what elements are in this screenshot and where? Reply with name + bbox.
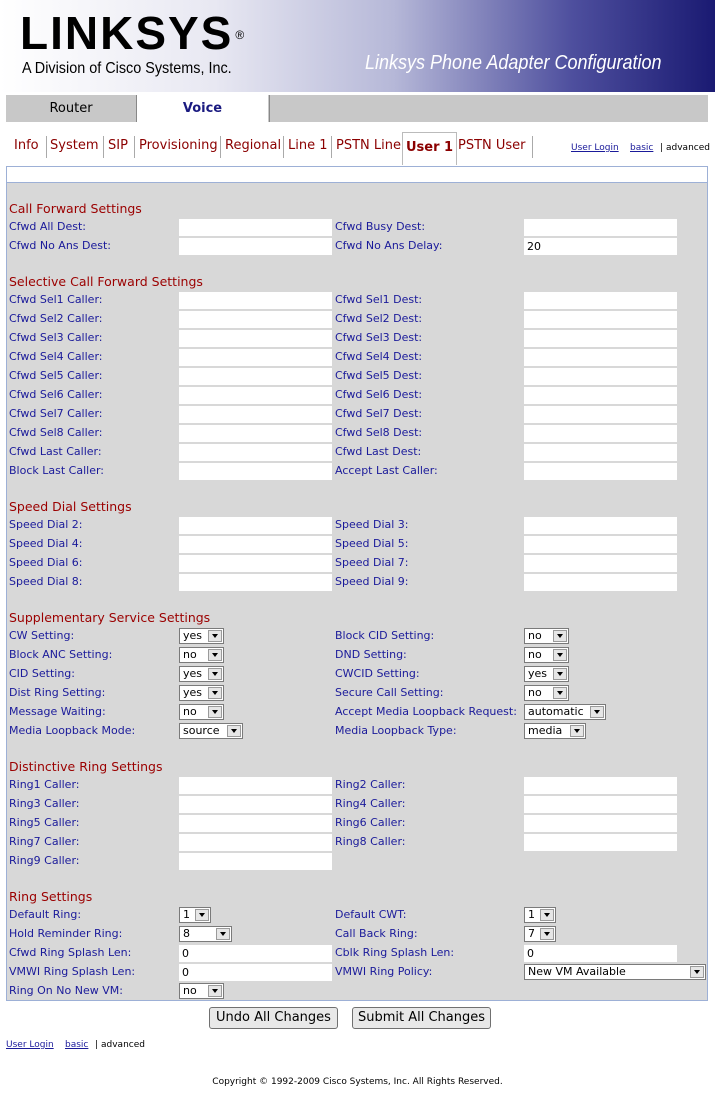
section-supplementary: Supplementary Service Settings bbox=[9, 610, 211, 625]
cfwd-sel4-dest-input[interactable] bbox=[524, 349, 677, 366]
tab-voice[interactable]: Voice bbox=[137, 95, 268, 122]
chevron-down-icon bbox=[540, 909, 554, 921]
ring7-caller-input[interactable] bbox=[179, 834, 332, 851]
hold-reminder-ring-label: Hold Reminder Ring: bbox=[9, 927, 123, 940]
block-cid-setting-value: no bbox=[528, 629, 542, 642]
cfwd-sel3-caller-label: Cfwd Sel3 Caller: bbox=[9, 331, 103, 344]
tab-router[interactable]: Router bbox=[6, 95, 137, 122]
cfwd-last-caller-input[interactable] bbox=[179, 444, 332, 461]
sub-tabs bbox=[6, 122, 710, 166]
cblk-ring-splash-len-input[interactable]: 0 bbox=[524, 945, 677, 962]
advanced-view-label: advanced bbox=[666, 143, 710, 153]
division-text: A Division of Cisco Systems, Inc. bbox=[22, 60, 232, 77]
cfwd-sel8-dest-input[interactable] bbox=[524, 425, 677, 442]
speed-dial-3-input[interactable] bbox=[524, 517, 677, 534]
speed-dial-7-label: Speed Dial 7: bbox=[335, 556, 409, 569]
header-banner bbox=[0, 0, 715, 92]
speed-dial-2-label: Speed Dial 2: bbox=[9, 518, 83, 531]
chevron-down-icon bbox=[690, 966, 704, 978]
tab-bar-filler bbox=[269, 95, 708, 122]
section-distinctive-ring: Distinctive Ring Settings bbox=[9, 759, 163, 774]
section-ring-settings: Ring Settings bbox=[9, 889, 93, 904]
speed-dial-3-label: Speed Dial 3: bbox=[335, 518, 409, 531]
message-waiting-label: Message Waiting: bbox=[9, 705, 106, 718]
cfwd-no-ans-dest-input[interactable] bbox=[179, 238, 332, 255]
ring3-caller-input[interactable] bbox=[179, 796, 332, 813]
section-call-forward: Call Forward Settings bbox=[9, 201, 142, 216]
cfwd-sel3-dest-input[interactable] bbox=[524, 330, 677, 347]
cblk-ring-splash-len-label: Cblk Ring Splash Len: bbox=[335, 946, 455, 959]
subtab-separator bbox=[103, 136, 104, 158]
cfwd-busy-dest-input[interactable] bbox=[524, 219, 677, 236]
user-login-link[interactable]: User Login bbox=[571, 143, 619, 153]
cfwd-sel2-caller-input[interactable] bbox=[179, 311, 332, 328]
footer-user-login-link[interactable]: User Login bbox=[6, 1040, 54, 1050]
default-cwt-select[interactable] bbox=[524, 907, 556, 923]
cfwd-last-dest-input[interactable] bbox=[524, 444, 677, 461]
cfwd-sel5-caller-label: Cfwd Sel5 Caller: bbox=[9, 369, 103, 382]
accept-media-loopback-label: Accept Media Loopback Request: bbox=[335, 705, 517, 718]
cfwd-sel7-caller-input[interactable] bbox=[179, 406, 332, 423]
cid-setting-label: CID Setting: bbox=[9, 667, 75, 680]
ring5-caller-input[interactable] bbox=[179, 815, 332, 832]
chevron-down-icon bbox=[195, 909, 209, 921]
call-back-ring-label: Call Back Ring: bbox=[335, 927, 418, 940]
cfwd-sel5-dest-input[interactable] bbox=[524, 368, 677, 385]
cfwd-sel3-dest-label: Cfwd Sel3 Dest: bbox=[335, 331, 423, 344]
subtab-sip[interactable]: SIP bbox=[108, 138, 128, 153]
basic-link[interactable]: basic bbox=[630, 143, 654, 153]
cw-setting-label: CW Setting: bbox=[9, 629, 75, 642]
ring-on-no-new-vm-select[interactable] bbox=[179, 983, 224, 999]
vmwi-ring-policy-value: New VM Available bbox=[528, 965, 626, 978]
chevron-down-icon bbox=[553, 630, 567, 642]
secure-call-setting-select[interactable] bbox=[524, 685, 569, 701]
vmwi-ring-policy-select[interactable] bbox=[524, 964, 706, 980]
subtab-separator bbox=[134, 136, 135, 158]
cfwd-sel1-dest-label: Cfwd Sel1 Dest: bbox=[335, 293, 423, 306]
cfwd-sel8-dest-label: Cfwd Sel8 Dest: bbox=[335, 426, 423, 439]
block-last-caller-input[interactable] bbox=[179, 463, 332, 480]
subtab-separator bbox=[532, 136, 533, 158]
chevron-down-icon bbox=[540, 928, 554, 940]
subtab-line-1[interactable]: Line 1 bbox=[288, 138, 328, 153]
dist-ring-setting-value: yes bbox=[183, 686, 203, 699]
footer-advanced-view-label: advanced bbox=[101, 1040, 145, 1050]
chevron-down-icon bbox=[208, 649, 222, 661]
cfwd-sel1-caller-input[interactable] bbox=[179, 292, 332, 309]
registered-mark: ® bbox=[235, 28, 247, 42]
cfwd-sel7-caller-label: Cfwd Sel7 Caller: bbox=[9, 407, 103, 420]
default-cwt-label: Default CWT: bbox=[335, 908, 407, 921]
subtab-info[interactable]: Info bbox=[14, 138, 39, 153]
cid-setting-select[interactable] bbox=[179, 666, 224, 682]
chevron-down-icon bbox=[208, 985, 222, 997]
chevron-down-icon bbox=[208, 706, 222, 718]
logo-text: LINKSYS bbox=[20, 7, 234, 59]
chevron-down-icon bbox=[227, 725, 241, 737]
secure-call-setting-label: Secure Call Setting: bbox=[335, 686, 444, 699]
hold-reminder-ring-select[interactable] bbox=[179, 926, 232, 942]
chevron-down-icon bbox=[208, 687, 222, 699]
subtab-provisioning[interactable]: Provisioning bbox=[139, 138, 218, 153]
ring1-caller-input[interactable] bbox=[179, 777, 332, 794]
cw-setting-select[interactable] bbox=[179, 628, 224, 644]
media-loopback-mode-label: Media Loopback Mode: bbox=[9, 724, 136, 737]
form-top-strip bbox=[7, 167, 707, 183]
chevron-down-icon bbox=[208, 668, 222, 680]
subtab-pstn-user[interactable]: PSTN User bbox=[458, 138, 526, 153]
cfwd-sel7-dest-input[interactable] bbox=[524, 406, 677, 423]
ring2-caller-label: Ring2 Caller: bbox=[335, 778, 406, 791]
block-anc-setting-value: no bbox=[183, 648, 197, 661]
speed-dial-9-input[interactable] bbox=[524, 574, 677, 591]
dnd-setting-label: DND Setting: bbox=[335, 648, 407, 661]
footer-basic-link[interactable]: basic bbox=[65, 1040, 89, 1050]
speed-dial-8-input[interactable] bbox=[179, 574, 332, 591]
cfwd-sel5-dest-label: Cfwd Sel5 Dest: bbox=[335, 369, 423, 382]
ring4-caller-input[interactable] bbox=[524, 796, 677, 813]
secure-call-setting-value: no bbox=[528, 686, 542, 699]
cfwd-all-dest-input[interactable] bbox=[179, 219, 332, 236]
speed-dial-8-label: Speed Dial 8: bbox=[9, 575, 83, 588]
cfwd-sel2-dest-input[interactable] bbox=[524, 311, 677, 328]
settings-form bbox=[6, 166, 708, 1001]
cfwd-sel6-caller-label: Cfwd Sel6 Caller: bbox=[9, 388, 103, 401]
subtab-separator bbox=[283, 136, 284, 158]
default-ring-value: 1 bbox=[183, 908, 190, 921]
linksys-logo bbox=[20, 7, 247, 59]
cfwd-last-dest-label: Cfwd Last Dest: bbox=[335, 445, 422, 458]
block-anc-setting-select[interactable] bbox=[179, 647, 224, 663]
page-title: Linksys Phone Adapter Configuration bbox=[365, 52, 662, 74]
cwcid-setting-label: CWCID Setting: bbox=[335, 667, 420, 680]
speed-dial-9-label: Speed Dial 9: bbox=[335, 575, 409, 588]
cfwd-sel3-caller-input[interactable] bbox=[179, 330, 332, 347]
ring6-caller-input[interactable] bbox=[524, 815, 677, 832]
ring8-caller-input[interactable] bbox=[524, 834, 677, 851]
dist-ring-setting-label: Dist Ring Setting: bbox=[9, 686, 106, 699]
block-cid-setting-select[interactable] bbox=[524, 628, 569, 644]
ring9-caller-input[interactable] bbox=[179, 853, 332, 870]
cfwd-sel6-dest-label: Cfwd Sel6 Dest: bbox=[335, 388, 423, 401]
dnd-setting-select[interactable] bbox=[524, 647, 569, 663]
chevron-down-icon bbox=[570, 725, 584, 737]
ring-on-no-new-vm-label: Ring On No New VM: bbox=[9, 984, 123, 997]
default-ring-label: Default Ring: bbox=[9, 908, 82, 921]
media-loopback-type-select[interactable] bbox=[524, 723, 586, 739]
cfwd-busy-dest-label: Cfwd Busy Dest: bbox=[335, 220, 426, 233]
hold-reminder-ring-value: 8 bbox=[183, 927, 190, 940]
accept-media-loopback-value: automatic bbox=[528, 705, 584, 718]
chevron-down-icon bbox=[553, 649, 567, 661]
cfwd-sel4-caller-input[interactable] bbox=[179, 349, 332, 366]
chevron-down-icon bbox=[553, 687, 567, 699]
block-cid-setting-label: Block CID Setting: bbox=[335, 629, 435, 642]
speed-dial-5-label: Speed Dial 5: bbox=[335, 537, 409, 550]
media-loopback-type-label: Media Loopback Type: bbox=[335, 724, 457, 737]
chevron-down-icon bbox=[553, 668, 567, 680]
chevron-down-icon bbox=[208, 630, 222, 642]
ring3-caller-label: Ring3 Caller: bbox=[9, 797, 80, 810]
cfwd-sel6-caller-input[interactable] bbox=[179, 387, 332, 404]
subtab-regional[interactable]: Regional bbox=[225, 138, 282, 153]
cfwd-sel1-dest-input[interactable] bbox=[524, 292, 677, 309]
cfwd-sel7-dest-label: Cfwd Sel7 Dest: bbox=[335, 407, 423, 420]
view-separator: | bbox=[660, 143, 664, 153]
media-loopback-type-value: media bbox=[528, 724, 563, 737]
call-back-ring-select[interactable] bbox=[524, 926, 556, 942]
speed-dial-4-input[interactable] bbox=[179, 536, 332, 553]
subtab-separator bbox=[220, 136, 221, 158]
ring4-caller-label: Ring4 Caller: bbox=[335, 797, 406, 810]
speed-dial-7-input[interactable] bbox=[524, 555, 677, 572]
cfwd-all-dest-label: Cfwd All Dest: bbox=[9, 220, 86, 233]
cfwd-no-ans-delay-input[interactable]: 20 bbox=[524, 238, 677, 255]
footer-view-separator: | bbox=[95, 1040, 99, 1050]
cfwd-sel4-dest-label: Cfwd Sel4 Dest: bbox=[335, 350, 423, 363]
cfwd-sel5-caller-input[interactable] bbox=[179, 368, 332, 385]
vmwi-ring-splash-len-label: VMWI Ring Splash Len: bbox=[9, 965, 136, 978]
dnd-setting-value: no bbox=[528, 648, 542, 661]
accept-last-caller-label: Accept Last Caller: bbox=[335, 464, 438, 477]
speed-dial-6-label: Speed Dial 6: bbox=[9, 556, 83, 569]
media-loopback-mode-value: source bbox=[183, 724, 220, 737]
ring2-caller-input[interactable] bbox=[524, 777, 677, 794]
ring-on-no-new-vm-value: no bbox=[183, 984, 197, 997]
subtab-pstn-line[interactable]: PSTN Line bbox=[336, 138, 401, 153]
ring7-caller-label: Ring7 Caller: bbox=[9, 835, 80, 848]
vmwi-ring-policy-label: VMWI Ring Policy: bbox=[335, 965, 433, 978]
ring5-caller-label: Ring5 Caller: bbox=[9, 816, 80, 829]
speed-dial-4-label: Speed Dial 4: bbox=[9, 537, 83, 550]
message-waiting-select[interactable] bbox=[179, 704, 224, 720]
accept-media-loopback-select[interactable] bbox=[524, 704, 606, 720]
cfwd-sel2-dest-label: Cfwd Sel2 Dest: bbox=[335, 312, 423, 325]
section-speed-dial: Speed Dial Settings bbox=[9, 499, 132, 514]
subtab-system[interactable]: System bbox=[50, 138, 99, 153]
call-back-ring-value: 7 bbox=[528, 927, 535, 940]
block-anc-setting-label: Block ANC Setting: bbox=[9, 648, 113, 661]
accept-last-caller-input[interactable] bbox=[524, 463, 677, 480]
top-tabs bbox=[6, 95, 707, 122]
undo-all-changes-button[interactable]: Undo All Changes bbox=[209, 1007, 338, 1029]
cid-setting-value: yes bbox=[183, 667, 203, 680]
submit-all-changes-button[interactable]: Submit All Changes bbox=[352, 1007, 491, 1029]
cfwd-sel6-dest-input[interactable] bbox=[524, 387, 677, 404]
cfwd-sel8-caller-input[interactable] bbox=[179, 425, 332, 442]
subtab-separator bbox=[46, 136, 47, 158]
cfwd-last-caller-label: Cfwd Last Caller: bbox=[9, 445, 102, 458]
ring1-caller-label: Ring1 Caller: bbox=[9, 778, 80, 791]
message-waiting-value: no bbox=[183, 705, 197, 718]
cfwd-no-ans-dest-label: Cfwd No Ans Dest: bbox=[9, 239, 112, 252]
copyright-text: Copyright © 1992-2009 Cisco Systems, Inc. All Rights Reserved. bbox=[212, 1077, 503, 1087]
ring6-caller-label: Ring6 Caller: bbox=[335, 816, 406, 829]
block-last-caller-label: Block Last Caller: bbox=[9, 464, 104, 477]
subtab-separator bbox=[331, 136, 332, 158]
cfwd-ring-splash-len-input[interactable]: 0 bbox=[179, 945, 332, 962]
vmwi-ring-splash-len-input[interactable]: 0 bbox=[179, 964, 332, 981]
speed-dial-2-input[interactable] bbox=[179, 517, 332, 534]
subtab-user-1[interactable]: User 1 bbox=[402, 132, 457, 165]
cwcid-setting-value: yes bbox=[528, 667, 548, 680]
cfwd-no-ans-delay-label: Cfwd No Ans Delay: bbox=[335, 239, 443, 252]
cfwd-sel2-caller-label: Cfwd Sel2 Caller: bbox=[9, 312, 103, 325]
chevron-down-icon bbox=[590, 706, 604, 718]
cfwd-sel4-caller-label: Cfwd Sel4 Caller: bbox=[9, 350, 103, 363]
cfwd-ring-splash-len-label: Cfwd Ring Splash Len: bbox=[9, 946, 132, 959]
cwcid-setting-select[interactable] bbox=[524, 666, 569, 682]
ring9-caller-label: Ring9 Caller: bbox=[9, 854, 80, 867]
ring8-caller-label: Ring8 Caller: bbox=[335, 835, 406, 848]
chevron-down-icon bbox=[216, 928, 230, 940]
media-loopback-mode-select[interactable] bbox=[179, 723, 243, 739]
default-ring-select[interactable] bbox=[179, 907, 211, 923]
speed-dial-5-input[interactable] bbox=[524, 536, 677, 553]
cw-setting-value: yes bbox=[183, 629, 203, 642]
cfwd-sel1-caller-label: Cfwd Sel1 Caller: bbox=[9, 293, 103, 306]
dist-ring-setting-select[interactable] bbox=[179, 685, 224, 701]
section-selective-call-forward: Selective Call Forward Settings bbox=[9, 274, 203, 289]
speed-dial-6-input[interactable] bbox=[179, 555, 332, 572]
default-cwt-value: 1 bbox=[528, 908, 535, 921]
cfwd-sel8-caller-label: Cfwd Sel8 Caller: bbox=[9, 426, 103, 439]
